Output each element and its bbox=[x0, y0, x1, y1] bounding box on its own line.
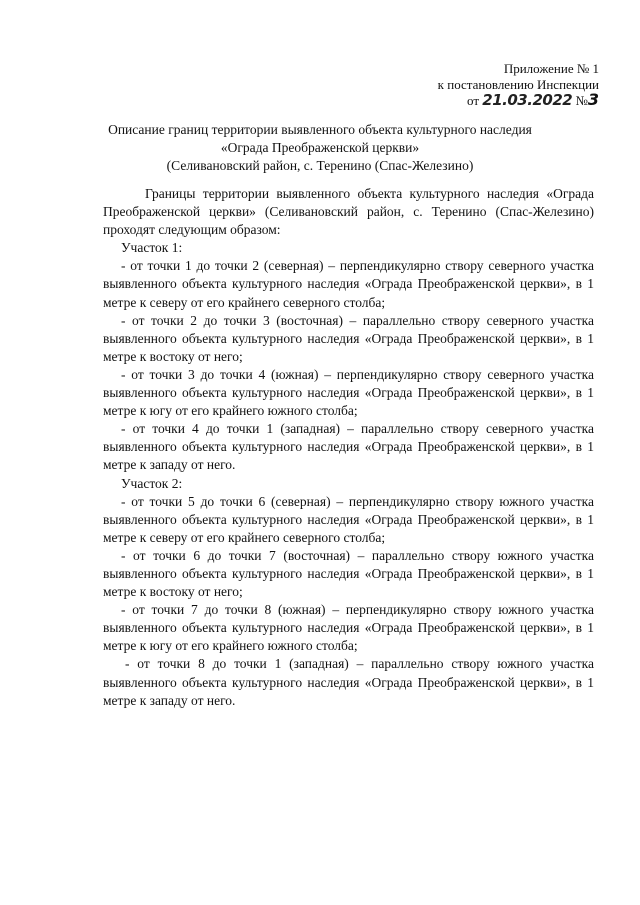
section-1-item: - от точки 1 до точки 2 (северная) – перпендикулярно створу северного участка выявленного объекта культурного наследия «Ограда Преображенской церкви», в 1 метре к северу от его крайнего северного столба; bbox=[103, 258, 594, 310]
date-prefix: от bbox=[467, 93, 480, 108]
heading-line-1: Описание границ территории выявленного объекта культурного наследия bbox=[108, 122, 532, 137]
appendix-title: Приложение № 1 bbox=[503, 61, 599, 76]
appendix-block bbox=[438, 61, 599, 109]
number-prefix: № bbox=[575, 93, 588, 108]
section-1-item: - от точки 4 до точки 1 (западная) – параллельно створу северного участка выявленного объекта культурного наследия «Ограда Преображенской церкви», в 1 метре к западу от него. bbox=[103, 421, 594, 473]
handwritten-number: 3 bbox=[587, 90, 599, 109]
appendix-reference: к постановлению Инспекции bbox=[437, 76, 599, 92]
document-heading bbox=[60, 121, 580, 175]
section-2-title: Участок 2: bbox=[121, 475, 183, 491]
handwritten-date: 21.03.2022 bbox=[482, 91, 573, 109]
section-1-title: Участок 1: bbox=[121, 240, 183, 256]
intro-paragraph: Границы территории выявленного объекта культурного наследия «Ограда Преображенской церкви» (Селивановский район, с. Теренино (Спас-Железино) проходят следующим образом: bbox=[103, 186, 594, 238]
heading-line-3: (Селивановский район, с. Теренино (Спас-Железино) bbox=[166, 158, 474, 173]
section-2-item: - от точки 7 до точки 8 (южная) – перпендикулярно створу южного участка выявленного объекта культурного наследия «Ограда Преображенской церкви», в 1 метре к югу от его крайнего южного столба; bbox=[103, 602, 594, 654]
section-1-item: - от точки 2 до точки 3 (восточная) – параллельно створу северного участка выявленного объекта культурного наследия «Ограда Преображенской церкви», в 1 метре к востоку от него; bbox=[103, 312, 594, 364]
document-body bbox=[103, 185, 594, 710]
appendix-date-line bbox=[438, 92, 599, 109]
section-2-item: - от точки 5 до точки 6 (северная) – перпендикулярно створу южного участка выявленного объекта культурного наследия «Ограда Преображенской церкви», в 1 метре к северу от его крайнего северного столба; bbox=[103, 493, 594, 545]
heading-line-2: «Ограда Преображенской церкви» bbox=[220, 140, 420, 155]
section-2-item: - от точки 6 до точки 7 (восточная) – параллельно створу южного участка выявленного объекта культурного наследия «Ограда Преображенской церкви», в 1 метре к востоку от него; bbox=[103, 547, 594, 600]
section-2-item: - от точки 8 до точки 1 (западная) – параллельно створу южного участка выявленного объекта культурного наследия «Ограда Преображенской церкви», в 1 метре к западу от него. bbox=[103, 656, 594, 708]
section-1-item: - от точки 3 до точки 4 (южная) – перпендикулярно створу северного участка выявленного объекта культурного наследия «Ограда Преображенской церкви», в 1 метре к югу от его крайнего южного столба; bbox=[103, 366, 594, 419]
